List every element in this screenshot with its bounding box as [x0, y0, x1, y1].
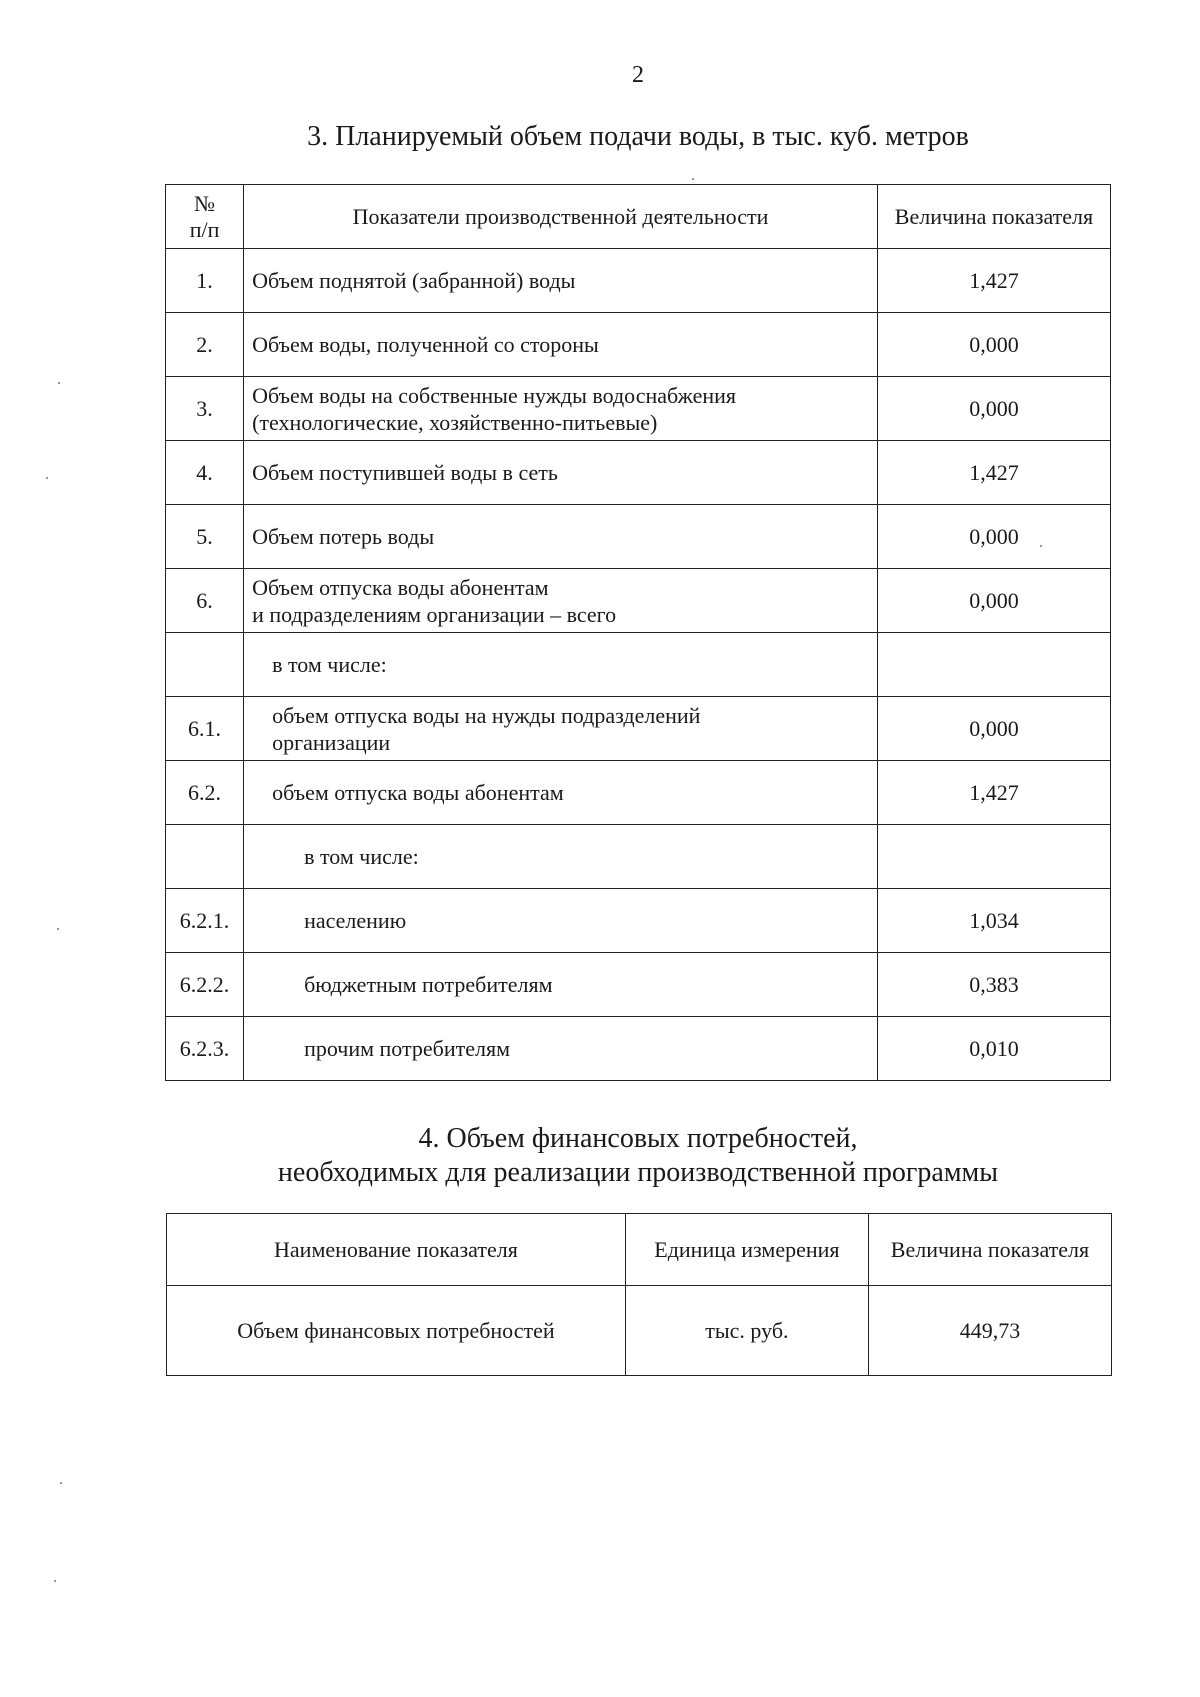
header-value: Величина показателя: [868, 1214, 1111, 1286]
row-indicator-text: Объем поднятой (забранной) воды: [252, 268, 576, 293]
scan-speck: [1040, 545, 1042, 547]
table-row: [167, 1286, 1112, 1376]
row-indicator: [244, 633, 878, 697]
row-indicator: [244, 377, 878, 441]
header-number-line1: №: [194, 190, 216, 216]
row-value: 0,383: [877, 953, 1110, 1017]
row-number: [166, 633, 244, 697]
row-indicator: [244, 569, 878, 633]
scan-speck: [46, 477, 48, 479]
row-indicator: [244, 761, 878, 825]
row-value: [877, 633, 1110, 697]
table-row: [166, 441, 1111, 505]
row-indicator-text: бюджетным потребителям: [304, 972, 553, 997]
header-number-line2: п/п: [189, 216, 220, 242]
row-unit: тыс. руб.: [625, 1286, 868, 1376]
row-indicator-text: в том числе:: [304, 844, 419, 869]
row-number: 6.: [166, 569, 244, 633]
row-value: 1,427: [877, 249, 1110, 313]
row-value: 1,034: [877, 889, 1110, 953]
row-indicator-text: Объем воды на собственные нужды водоснабжения: [252, 382, 737, 408]
row-number: 6.2.3.: [166, 1017, 244, 1081]
row-number: 5.: [166, 505, 244, 569]
row-value: 0,000: [877, 569, 1110, 633]
row-indicator-text: в том числе:: [272, 652, 387, 677]
section-4-title: [0, 1122, 1200, 1190]
row-number: 1.: [166, 249, 244, 313]
financial-needs-table: [166, 1213, 1112, 1376]
row-indicator-text: Объем воды, полученной со стороны: [252, 332, 599, 357]
row-indicator-text: Объем отпуска воды абонентам: [252, 574, 549, 600]
scan-speck: [57, 928, 59, 930]
scan-speck: [58, 382, 60, 384]
row-indicator-text-line2: (технологические, хозяйственно-питьевые): [252, 409, 658, 435]
row-number: 6.1.: [166, 697, 244, 761]
table-row: [166, 633, 1111, 697]
row-indicator: [244, 505, 878, 569]
header-unit: Единица измерения: [625, 1214, 868, 1286]
row-value: 1,427: [877, 761, 1110, 825]
table-row: [166, 505, 1111, 569]
row-indicator: [244, 953, 878, 1017]
table-row: [166, 697, 1111, 761]
section-4-title-line1: 4. Объем финансовых потребностей,: [418, 1123, 858, 1154]
row-indicator-text: населению: [304, 908, 407, 933]
table-row: [166, 249, 1111, 313]
row-value: 0,000: [877, 697, 1110, 761]
table-header-row: [166, 185, 1111, 249]
row-indicator: [244, 249, 878, 313]
table-row: [166, 825, 1111, 889]
row-value: 0,000: [877, 505, 1110, 569]
table-row: [166, 313, 1111, 377]
row-value: 449,73: [868, 1286, 1111, 1376]
header-number: [166, 185, 244, 249]
scan-speck: [692, 178, 694, 180]
row-number: 6.2.2.: [166, 953, 244, 1017]
row-value: 0,010: [877, 1017, 1110, 1081]
table-row: [166, 569, 1111, 633]
section-4-title-line2: необходимых для реализации производственной программы: [277, 1157, 999, 1188]
table-row: [166, 761, 1111, 825]
table-row: [166, 1017, 1111, 1081]
row-value: 1,427: [877, 441, 1110, 505]
row-indicator-text-line2: организации: [272, 729, 391, 755]
row-indicator-text: объем отпуска воды на нужды подразделений: [272, 702, 701, 728]
row-indicator-text: прочим потребителям: [304, 1036, 511, 1061]
row-indicator-text: объем отпуска воды абонентам: [272, 780, 564, 805]
row-indicator: [244, 825, 878, 889]
row-indicator: [244, 313, 878, 377]
header-indicator: Показатели производственной деятельности: [244, 185, 878, 249]
scan-speck: [60, 1482, 62, 1484]
row-indicator-text: Объем поступившей воды в сеть: [252, 460, 558, 485]
row-number: 4.: [166, 441, 244, 505]
row-value: 0,000: [877, 377, 1110, 441]
table-row: [166, 377, 1111, 441]
table-row: [166, 889, 1111, 953]
row-indicator-text: Объем потерь воды: [252, 524, 435, 549]
page-number: 2: [632, 62, 644, 88]
row-indicator: [244, 1017, 878, 1081]
table-header-row: [167, 1214, 1112, 1286]
scan-speck: [54, 1580, 56, 1582]
row-value: [877, 825, 1110, 889]
row-indicator: [244, 889, 878, 953]
table-row: [166, 953, 1111, 1017]
row-indicator: [244, 441, 878, 505]
row-indicator-text-line2: и подразделениям организации – всего: [252, 601, 617, 627]
water-supply-table: [165, 184, 1111, 1081]
row-indicator-name: Объем финансовых потребностей: [167, 1286, 626, 1376]
row-number: 3.: [166, 377, 244, 441]
row-number: 6.2.1.: [166, 889, 244, 953]
section-3-title: 3. Планируемый объем подачи воды, в тыс. куб. метров: [307, 121, 969, 152]
row-number: 6.2.: [166, 761, 244, 825]
row-indicator: [244, 697, 878, 761]
header-indicator-name: Наименование показателя: [167, 1214, 626, 1286]
row-value: 0,000: [877, 313, 1110, 377]
row-number: 2.: [166, 313, 244, 377]
header-value: Величина показателя: [877, 185, 1110, 249]
row-number: [166, 825, 244, 889]
